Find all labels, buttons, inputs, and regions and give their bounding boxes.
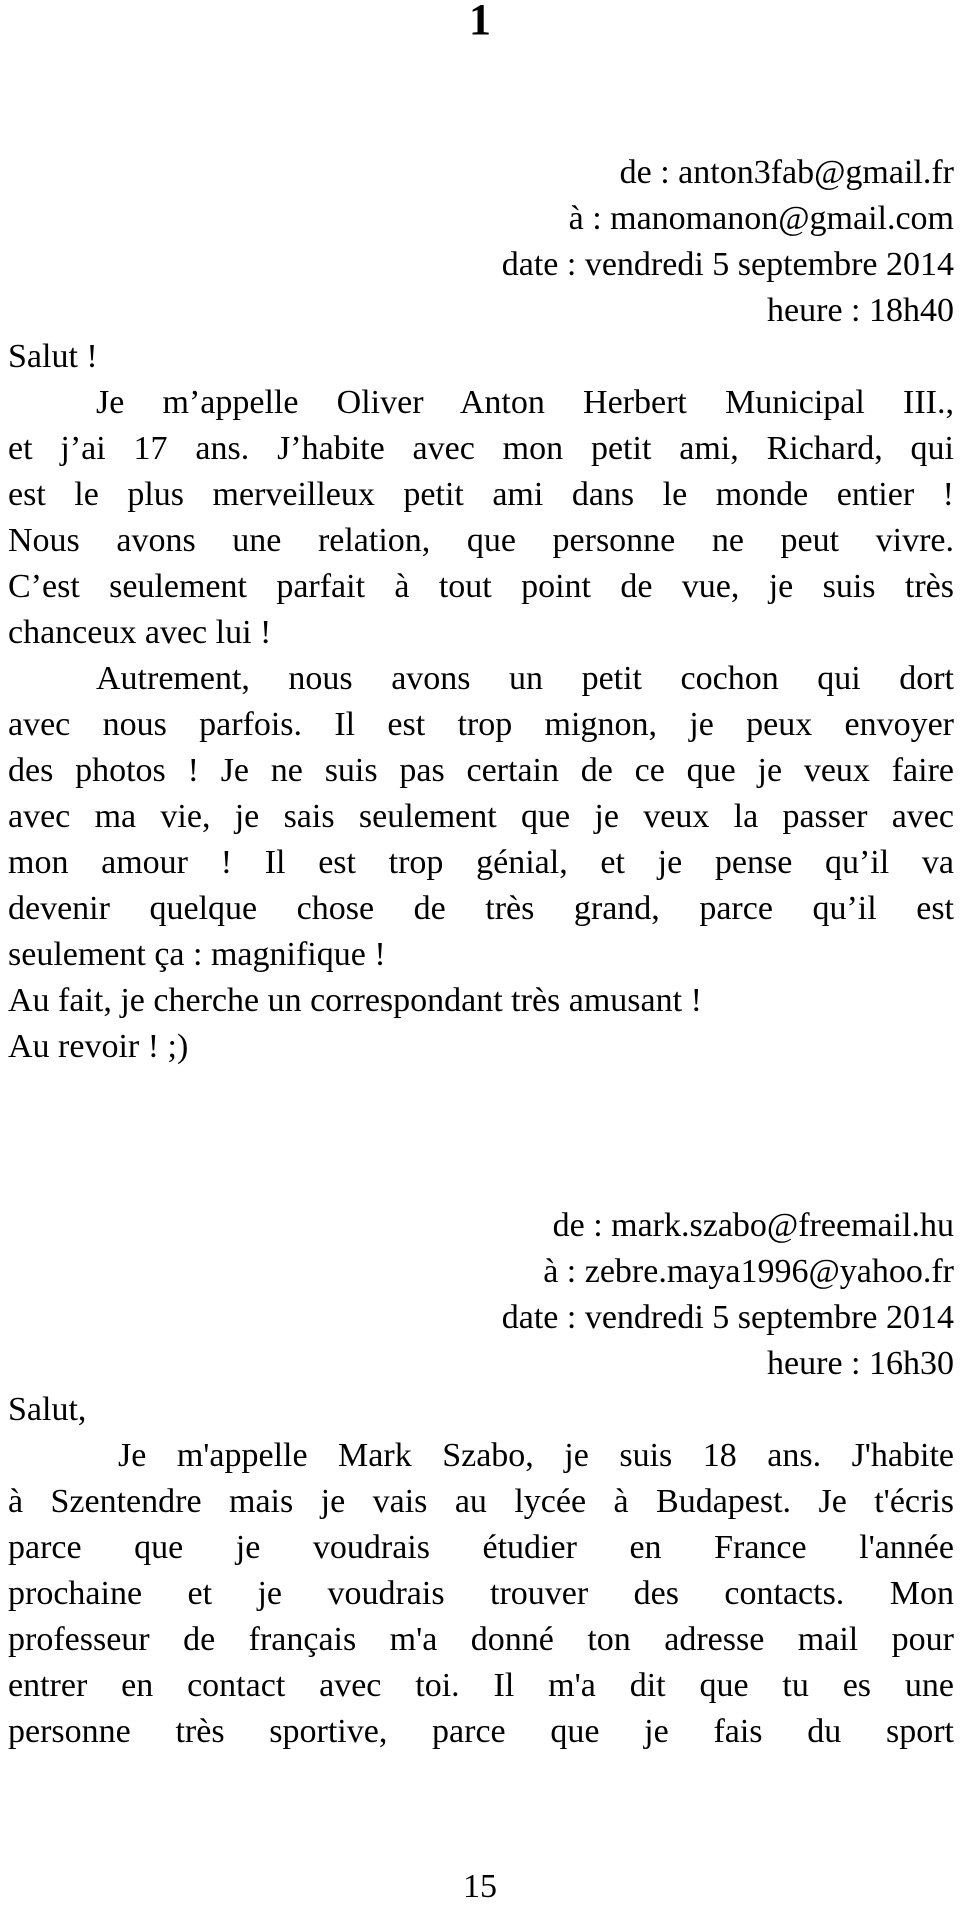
email-1-greeting: Salut ! — [8, 338, 98, 375]
email-1-line: seulement ça : magnifique ! — [8, 936, 386, 973]
email-1-line: et j’ai 17 ans. J’habite avec mon petit ami, Richard, qui — [8, 430, 954, 467]
email-2-line: professeur de français m'a donné ton adresse mail pour — [8, 1621, 954, 1658]
email-1-header — [502, 150, 954, 334]
email-1-line: devenir quelque chose de très grand, parce qu’il est — [8, 890, 954, 927]
email-2-time: heure : 16h30 — [767, 1345, 954, 1382]
email-1-body — [8, 334, 954, 1070]
email-2-line: personne très sportive, parce que je fais du sport — [8, 1713, 954, 1750]
email-2-line: prochaine et je voudrais trouver des contacts. Mon — [8, 1575, 954, 1612]
email-2-from: de : mark.szabo@freemail.hu — [552, 1207, 954, 1244]
email-1-date: date : vendredi 5 septembre 2014 — [501, 246, 954, 283]
email-1-line: avec ma vie, je sais seulement que je veux la passer avec — [8, 798, 954, 835]
email-2-to: à : zebre.maya1996@yahoo.fr — [543, 1253, 954, 1290]
chapter-number: 1 — [469, 0, 491, 44]
email-1-line: C’est seulement parfait à tout point de vue, je suis très — [8, 568, 954, 605]
email-2-header — [502, 1203, 954, 1387]
email-1-line: des photos ! Je ne suis pas certain de ce que je veux faire — [8, 752, 954, 789]
email-2-body — [8, 1387, 954, 1755]
email-1-line: est le plus merveilleux petit ami dans le monde entier ! — [8, 476, 954, 513]
email-1-to: à : manomanon@gmail.com — [568, 200, 954, 237]
email-2-line: parce que je voudrais étudier en France l'année — [8, 1529, 954, 1566]
email-1-signoff: Au revoir ! ;) — [8, 1028, 189, 1065]
email-1-line: avec nous parfois. Il est trop mignon, je peux envoyer — [8, 706, 954, 743]
email-2-greeting: Salut, — [8, 1391, 87, 1428]
email-1-from: de : anton3fab@gmail.fr — [619, 154, 954, 191]
email-1-time: heure : 18h40 — [767, 292, 954, 329]
email-2-line: Je m'appelle Mark Szabo, je suis 18 ans. J'habite — [118, 1437, 954, 1474]
email-1-line: mon amour ! Il est trop génial, et je pense qu’il va — [8, 844, 954, 881]
email-2-line: à Szentendre mais je vais au lycée à Budapest. Je t'écris — [8, 1483, 954, 1520]
email-2-line: entrer en contact avec toi. Il m'a dit que tu es une — [8, 1667, 954, 1704]
page-number: 15 — [463, 1868, 497, 1905]
email-1-line: Autrement, nous avons un petit cochon qui dort — [96, 660, 954, 697]
email-1-line: chanceux avec lui ! — [8, 614, 272, 651]
email-1-line: Nous avons une relation, que personne ne peut vivre. — [8, 522, 954, 559]
email-2-date: date : vendredi 5 septembre 2014 — [501, 1299, 954, 1336]
email-1-line: Je m’appelle Oliver Anton Herbert Municipal III., — [96, 384, 954, 421]
email-1-line: Au fait, je cherche un correspondant très amusant ! — [8, 982, 702, 1019]
